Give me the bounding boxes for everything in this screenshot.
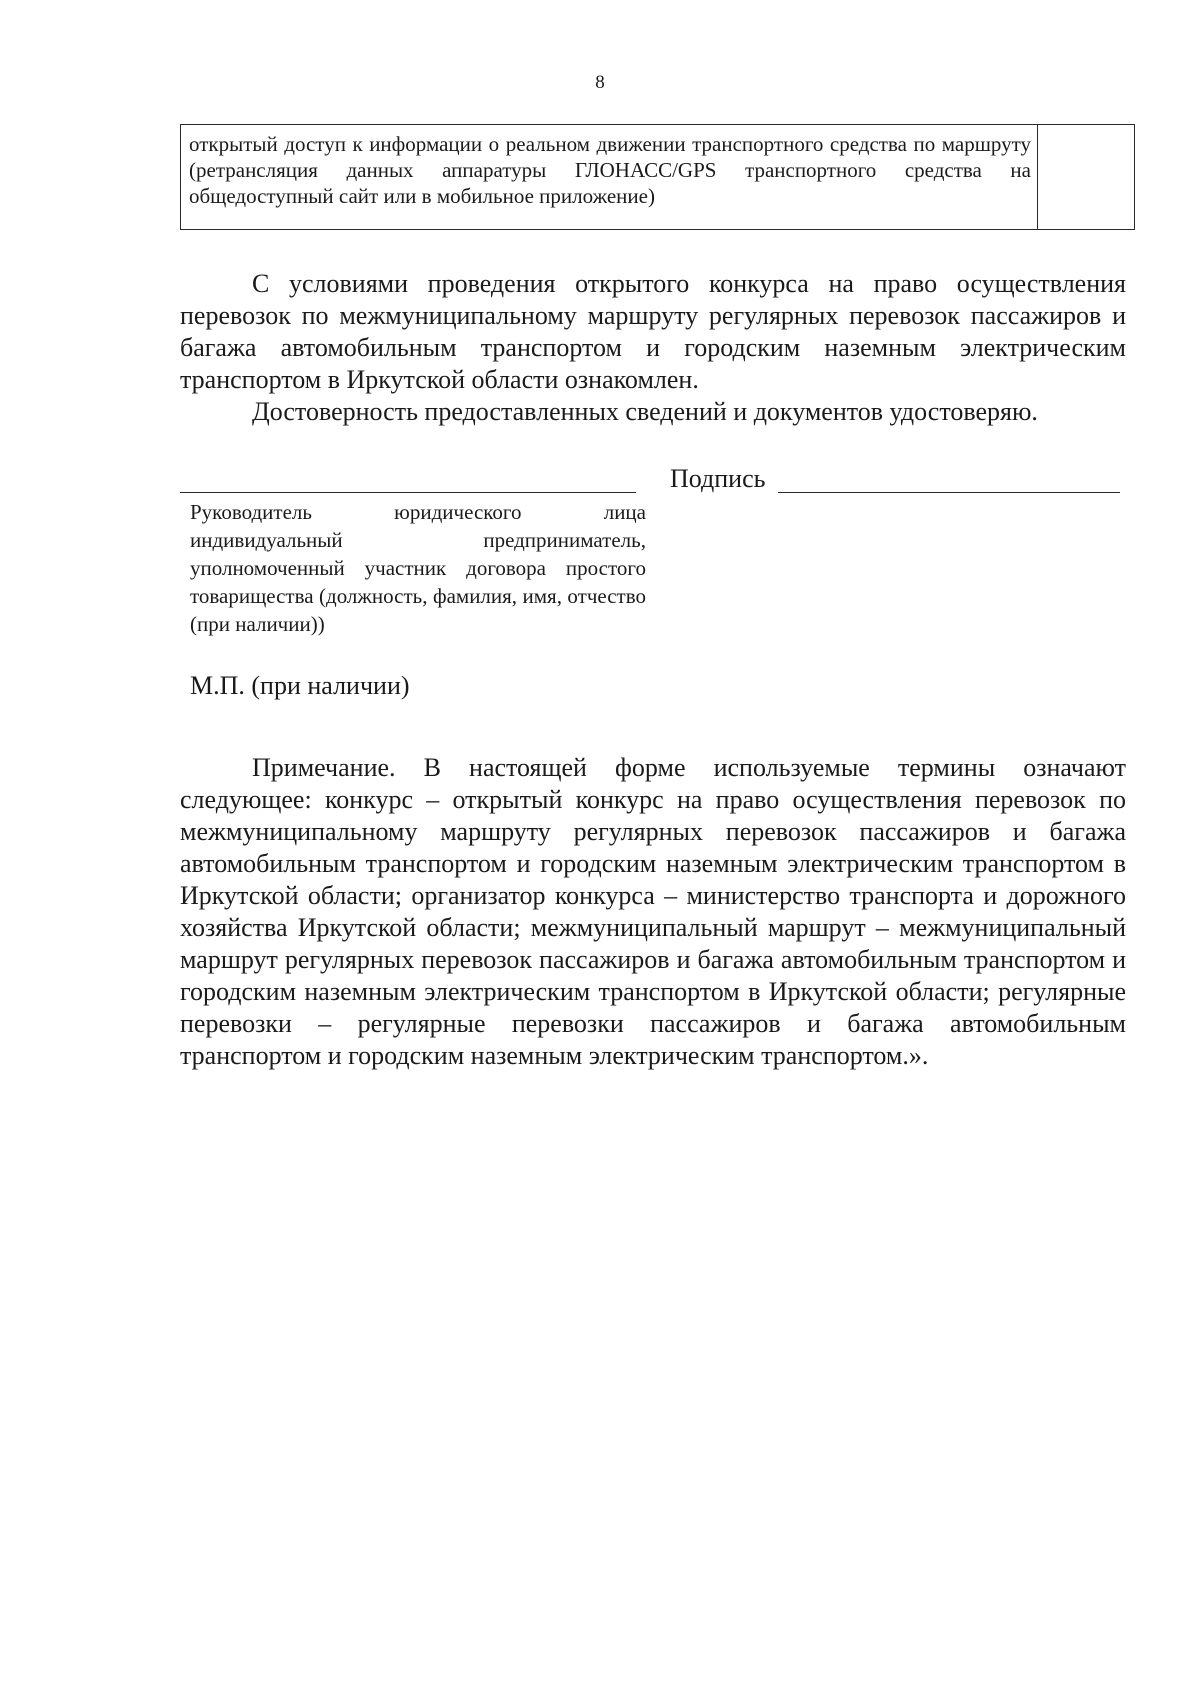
criteria-cell [181, 125, 1038, 230]
note-paragraph: Примечание. В настоящей форме используемые термины означают следующее: конкурс – открытый конкурс на право осуществления перевозок по межмуниципальному маршруту регулярных перевозок пассажиров и багажа автомобильным транспортом и городским наземным электрическим транспортом в Иркутской области; организатор конкурса – министерство транспорта и дорожного хозяйства Иркутской области; межмуниципальный маршрут – межмуниципальный маршрут регулярных перевозок пассажиров и багажа автомобильным транспортом и городским наземным электрическим транспортом в Иркутской области; регулярные перевозки – регулярные перевозки пассажиров и багажа автомобильным транспортом и городским наземным электрическим транспортом.». [180, 753, 1126, 1070]
criteria-table [180, 124, 1135, 230]
signature-line [778, 492, 1120, 493]
score-cell [1038, 125, 1135, 230]
name-signature-line [180, 492, 636, 493]
certification-paragraph: Достоверность предоставленных сведений и документов удостоверяю. [252, 397, 1038, 426]
table-row [181, 125, 1135, 230]
signature-label: Подпись [670, 464, 766, 493]
acknowledgement-paragraph: С условиями проведения открытого конкурса на право осуществления перевозок по межмуниципальному маршруту регулярных перевозок пассажиров и багажа автомобильным транспортом и городским наземным электрическим транспортом в Иркутской области ознакомлен. [180, 269, 1126, 394]
criteria-text: открытый доступ к информации о реальном движении транспортного средства по маршруту (ретрансляция данных аппаратуры ГЛОНАСС/GPS транспортного средства на общедоступный сайт или в мобильное приложение) [189, 132, 1031, 208]
page-number: 8 [595, 72, 605, 93]
signatory-role-caption: Руководитель юридического лица индивидуальный предприниматель, уполномоченный участник договора простого товарищества (должность, фамилия, имя, отчество (при наличии)) [190, 500, 646, 636]
stamp-placeholder: М.П. (при наличии) [190, 671, 410, 700]
